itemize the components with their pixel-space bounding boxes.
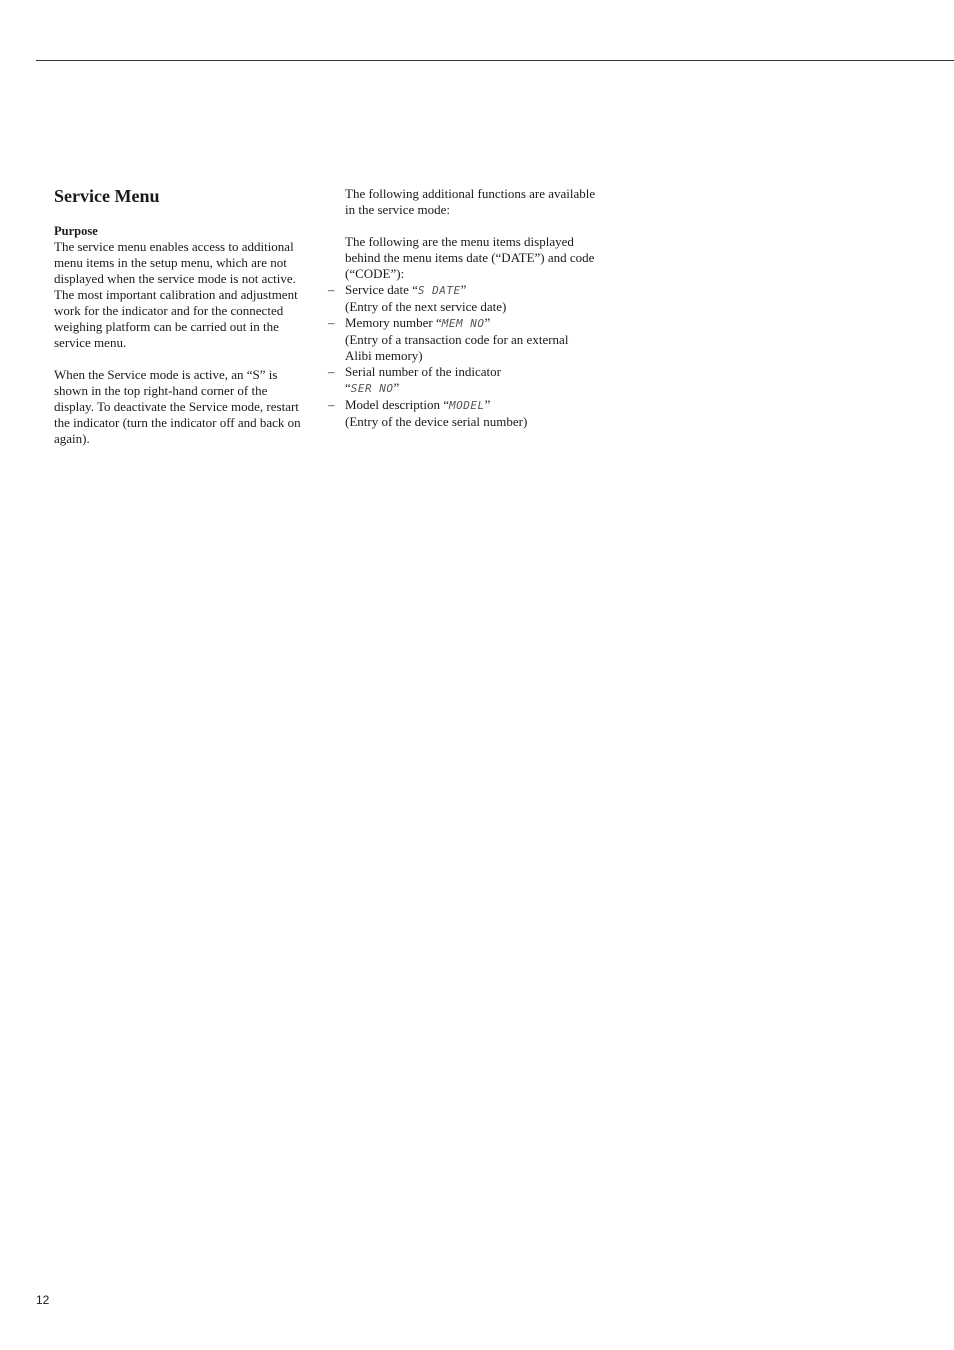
purpose-heading: Purpose xyxy=(54,224,98,238)
section-title: Service Menu xyxy=(54,186,160,206)
menu-items-lead: The following are the menu items displayed behind the menu items date (“DATE”) and code (“CODE”): xyxy=(345,234,595,281)
item-note: (Entry of the device serial number) xyxy=(345,414,528,429)
item-close-quote: ” xyxy=(484,397,491,412)
item-close-quote: ” xyxy=(393,380,400,395)
list-item-memory-number xyxy=(326,315,596,364)
list-item-model-description xyxy=(326,397,596,430)
item-note: (Entry of the next service date) xyxy=(345,299,507,314)
lcd-code-model: MODEL xyxy=(448,399,485,412)
item-label: Service date “ xyxy=(345,282,418,297)
top-rule xyxy=(36,60,954,61)
list-dash: – xyxy=(328,282,335,297)
item-note: (Entry of a transaction code for an external Alibi memory) xyxy=(345,332,569,363)
left-column xyxy=(54,186,304,447)
service-function-list xyxy=(326,282,596,430)
service-intro: The following additional functions are available in the service mode: xyxy=(345,186,596,217)
lcd-code-mem-no: MEM NO xyxy=(441,317,485,330)
item-close-quote: ” xyxy=(460,282,467,297)
right-column xyxy=(326,186,596,430)
item-open-quote: “ xyxy=(345,380,351,395)
list-item-service-date xyxy=(326,282,596,315)
page-number: 12 xyxy=(36,1293,50,1307)
list-dash: – xyxy=(328,397,335,412)
item-label: Memory number “ xyxy=(345,315,442,330)
purpose-paragraph-1: The service menu enables access to additional menu items in the setup menu, which are not displayed when the service mode is not active. xyxy=(54,239,296,286)
purpose-paragraph-2: The most important calibration and adjustment work for the indicator and for the connected weighing platform can be carried out in the service menu. xyxy=(54,287,298,350)
lcd-code-ser-no: SER NO xyxy=(350,382,394,395)
list-dash: – xyxy=(328,315,335,330)
item-close-quote: ” xyxy=(484,315,491,330)
lcd-code-s-date: S DATE xyxy=(417,284,461,297)
item-label: Serial number of the indicator xyxy=(345,364,501,379)
purpose-paragraph-3: When the Service mode is active, an “S” is shown in the top right-hand corner of the display. To deactivate the Service mode, restart the indicator (turn the indicator off and back on again). xyxy=(54,367,301,446)
list-dash: – xyxy=(328,364,335,379)
list-item-serial-number xyxy=(326,364,596,397)
item-label: Model description “ xyxy=(345,397,449,412)
